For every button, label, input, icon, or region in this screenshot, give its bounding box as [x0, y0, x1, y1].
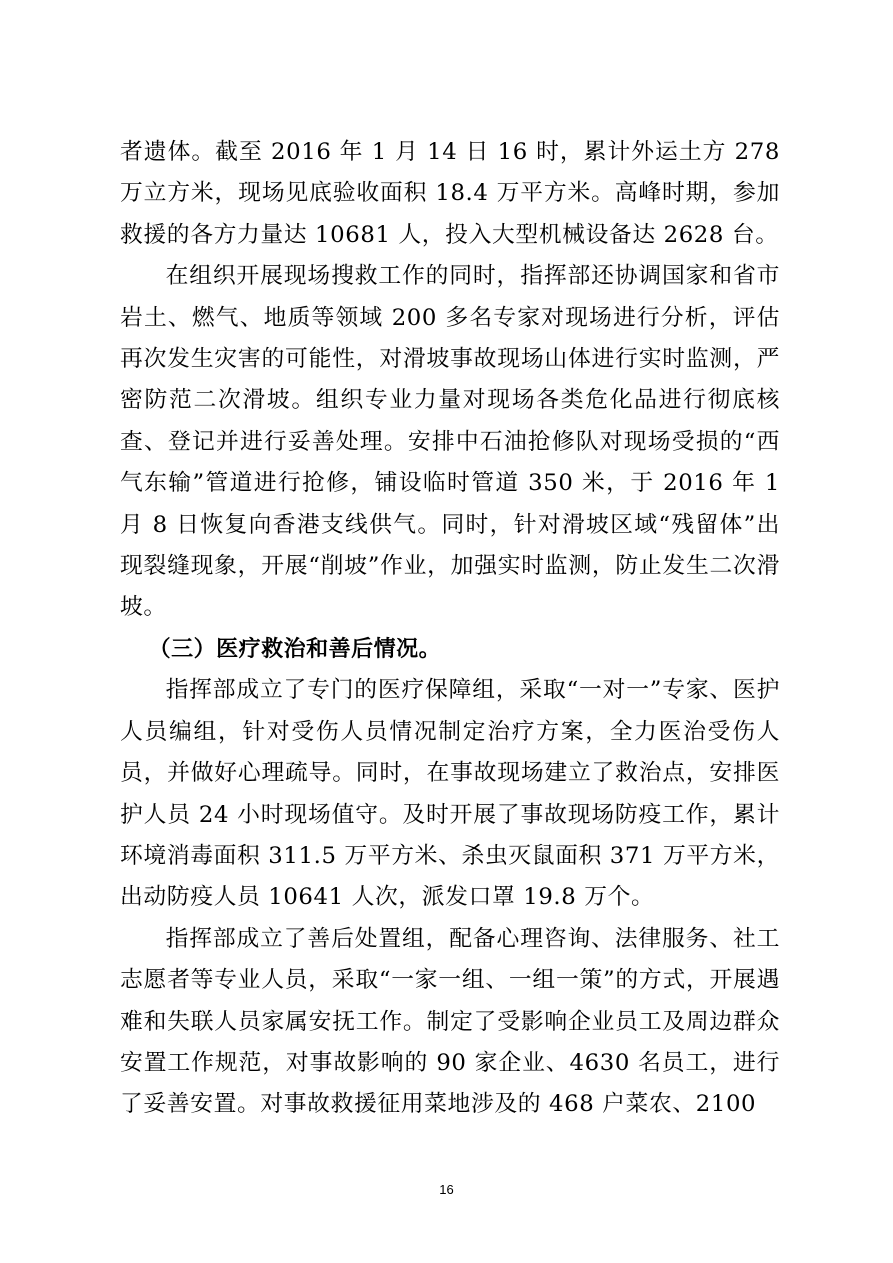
section-heading: （三）医疗救治和善后情况。 [148, 636, 442, 662]
paragraph-continued: 者遗体。截至 2016 年 1 月 14 日 16 时，累计外运土方 278 万立方米，现场见底验收面积 18.4 万平方米。高峰时期，参加救援的各方力量达 10681 人，投入大型机械设备达 2628 台。 [120, 139, 780, 248]
paragraph-site-safety: 在组织开展现场搜救工作的同时，指挥部还协调国家和省市岩土、燃气、地质等领域 200 多名专家对现场进行分析，评估再次发生灾害的可能性，对滑坡事故现场山体进行实时监测，严密防范二次滑坡。组织专业力量对现场各类危化品进行彻底核查、登记并进行妥善处理。安排中石油抢修队对现场受损的“西气东输”管道进行抢修，铺设临时管道 350 米，于 2016 年 1 月 8 日恢复向香港支线供气。同时，针对滑坡区域“残留体”出现裂缝现象，开展“削坡”作业，加强实时监测，防止发生二次滑坡。 [120, 263, 780, 621]
page-number: 16 [439, 1182, 454, 1197]
paragraph-aftermath: 指挥部成立了善后处置组，配备心理咨询、法律服务、社工志愿者等专业人员，采取“一家一组、一组一策”的方式，开展遇难和失联人员家属安抚工作。制定了受影响企业员工及周边群众安置工作规范，对事故影响的 90 家企业、4630 名员工，进行了妥善安置。对事故救援征用菜地涉及的 468 户菜农、2100 [120, 925, 780, 1118]
paragraph-medical: 指挥部成立了专门的医疗保障组，采取“一对一”专家、医护人员编组，针对受伤人员情况制定治疗方案，全力医治受伤人员，并做好心理疏导。同时，在事故现场建立了救治点，安排医护人员 24 小时现场值守。及时开展了事故现场防疫工作，累计环境消毒面积 311.5 万平方米、杀虫灭鼠面积 371 万平方米，出动防疫人员 10641 人次，派发口罩 19.8 万个。 [120, 677, 780, 911]
body-text [120, 132, 780, 1126]
